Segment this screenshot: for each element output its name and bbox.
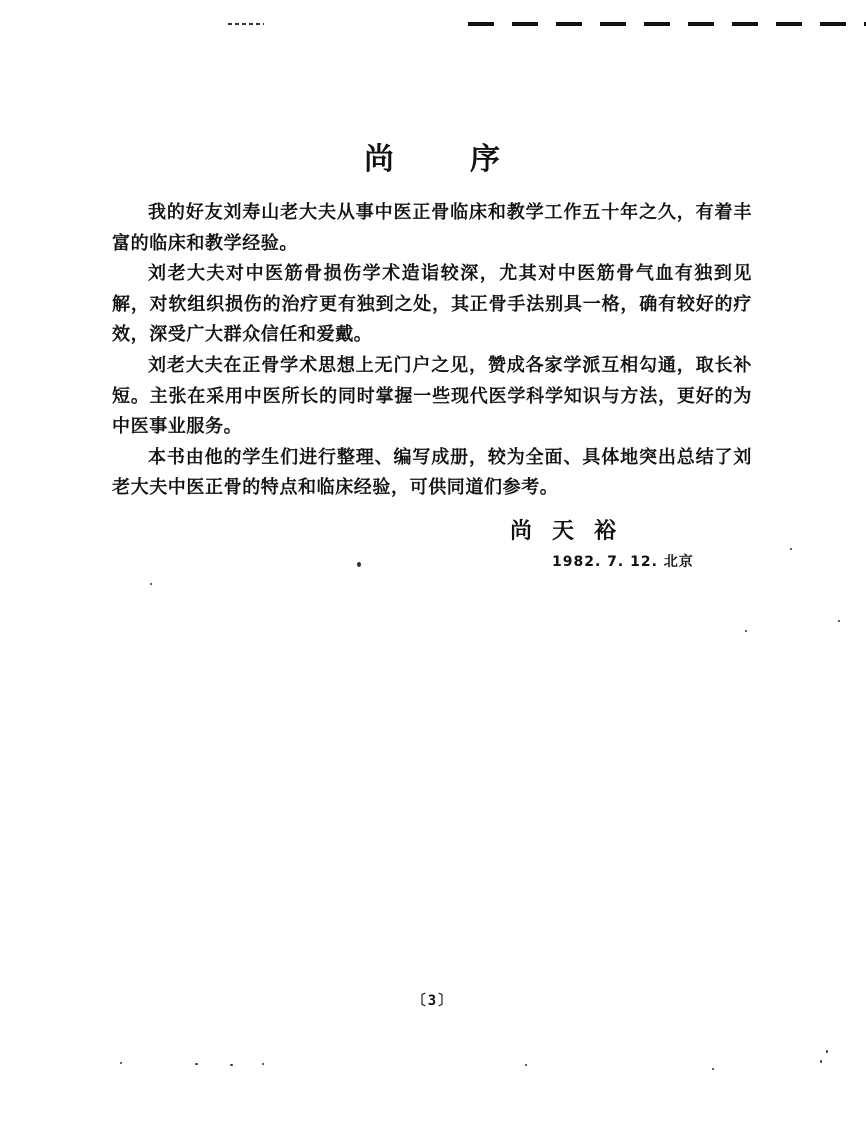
scan-speck xyxy=(195,1063,198,1065)
scan-speck xyxy=(150,583,152,585)
page-title xyxy=(0,140,866,180)
scan-speck xyxy=(120,1062,122,1064)
scan-speck xyxy=(820,1060,822,1063)
scan-speck xyxy=(357,562,361,567)
paragraph-3: 刘老大夫在正骨学术思想上无门户之见，赞成各家学派互相勾通，取长补短。主张在采用中医所长的同时掌握一些现代医学科学知识与方法，更好的为中医事业服务。 xyxy=(112,354,752,438)
date-place: 1982. 7. 12. 北京 xyxy=(552,554,694,570)
title-char-left: 尚 xyxy=(364,142,396,177)
scan-speck xyxy=(826,1050,828,1053)
preface-body xyxy=(112,198,752,504)
scan-speck xyxy=(745,630,747,632)
scan-artifact-dashes-left xyxy=(228,23,264,25)
paragraph-1: 我的好友刘寿山老大夫从事中医正骨临床和教学工作五十年之久，有着丰富的临床和教学经验。 xyxy=(112,202,752,254)
scan-speck xyxy=(790,548,792,550)
scan-artifact-dashes-right xyxy=(468,22,866,26)
scan-speck xyxy=(712,1068,714,1070)
scan-speck xyxy=(838,620,840,622)
scan-speck xyxy=(230,1064,233,1066)
scan-speck xyxy=(525,1064,527,1066)
page-number: 〔3〕 xyxy=(411,993,455,1009)
paragraph-2: 刘老大夫对中医筋骨损伤学术造诣较深，尤其对中医筋骨气血有独到见解，对软组织损伤的治疗更有独到之处，其正骨手法别具一格，确有较好的疗效，深受广大群众信任和爱戴。 xyxy=(112,263,752,346)
paragraph-4: 本书由他的学生们进行整理、编写成册，较为全面、具体地突出总结了刘老大夫中医正骨的特点和临床经验，可供同道们参考。 xyxy=(112,446,752,499)
author-signature: 尚天裕 xyxy=(510,519,637,544)
title-char-right: 序 xyxy=(470,142,502,177)
scan-speck xyxy=(262,1063,264,1065)
